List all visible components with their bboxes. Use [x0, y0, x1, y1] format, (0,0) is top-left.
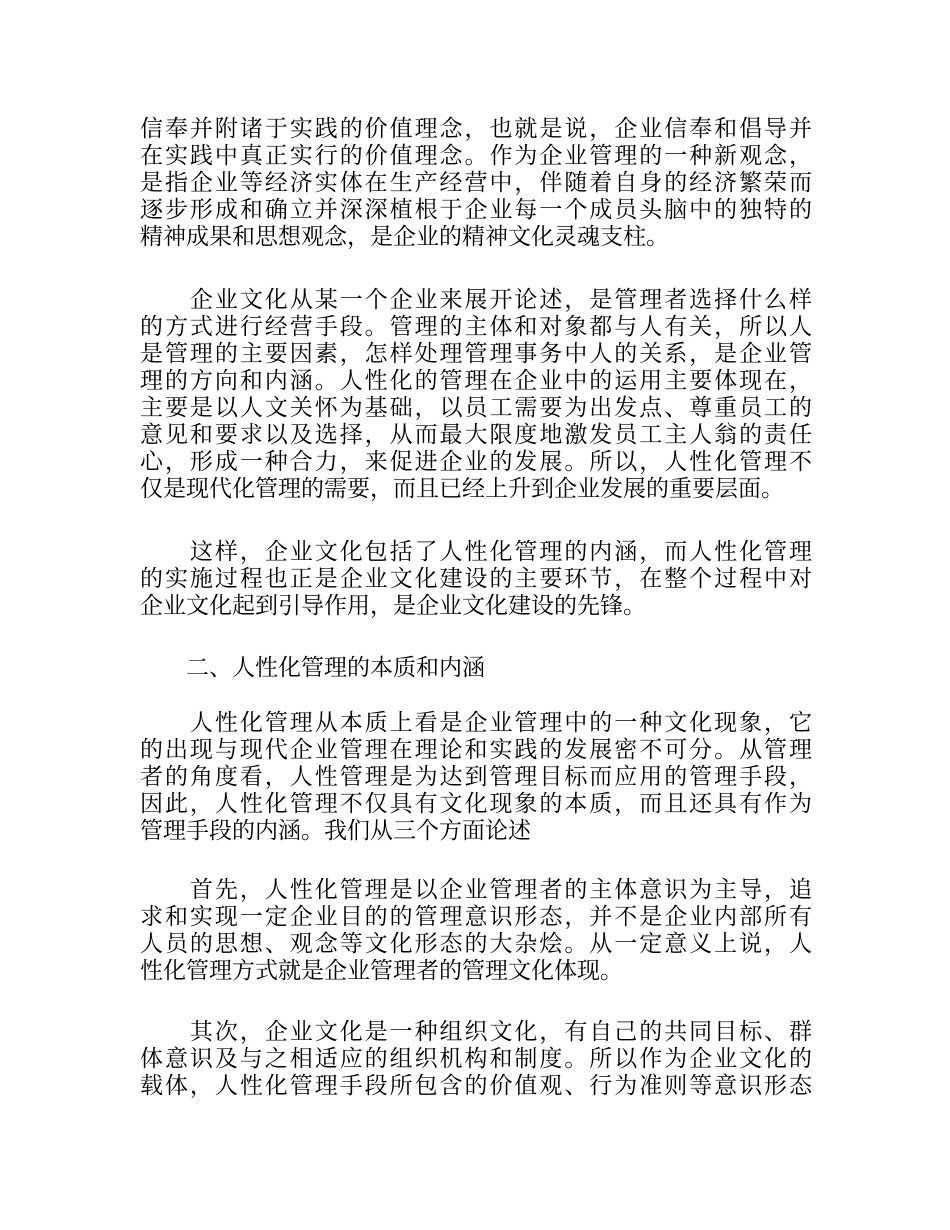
text-line: 求和实现一定企业目的的管理意识形态，并不是企业内部所有 — [140, 904, 812, 930]
text-line: 者的角度看，人性管理是为达到管理目标而应用的管理手段， — [140, 764, 812, 790]
paragraph-6 — [140, 1019, 812, 1100]
text-line: 仅是现代化管理的需要，而且已经上升到企业发展的重要层面。 — [140, 476, 784, 502]
paragraph-4 — [140, 710, 812, 845]
text-line: 管理手段的内涵。我们从三个方面论述 — [140, 818, 531, 844]
text-line: 理的方向和内涵。人性化的管理在企业中的运用主要体现在， — [140, 368, 812, 394]
paragraph-1 — [140, 116, 812, 251]
text-line: 是管理的主要因素，怎样处理管理事务中人的关系，是企业管 — [140, 341, 812, 367]
paragraph-3 — [140, 539, 812, 620]
text-line: 体意识及与之相适应的组织机构和制度。所以作为企业文化的 — [140, 1046, 812, 1072]
text-line: 人性化管理从本质上看是企业管理中的一种文化现象，它 — [140, 710, 812, 736]
text-line: 因此，人性化管理不仅具有文化现象的本质，而且还具有作为 — [140, 791, 812, 817]
text-line: 的方式进行经营手段。管理的主体和对象都与人有关，所以人 — [140, 314, 812, 340]
text-line: 意见和要求以及选择，从而最大限度地激发员工主人翁的责任 — [140, 422, 812, 448]
text-line: 逐步形成和确立并深深植根于企业每一个成员头脑中的独特的 — [140, 197, 812, 223]
text-line: 主要是以人文关怀为基础，以员工需要为出发点、尊重员工的 — [140, 395, 812, 421]
text-line: 信奉并附诸于实践的价值理念，也就是说，企业信奉和倡导并 — [140, 116, 812, 142]
text-line: 载体，人性化管理手段所包含的价值观、行为准则等意识形态 — [140, 1073, 812, 1099]
text-line: 的出现与现代企业管理在理论和实践的发展密不可分。从管理 — [140, 737, 812, 763]
text-line: 的实施过程也正是企业文化建设的主要环节，在整个过程中对 — [140, 566, 812, 592]
text-line: 心，形成一种合力，来促进企业的发展。所以，人性化管理不 — [140, 449, 812, 475]
text-line: 是指企业等经济实体在生产经营中，伴随着自身的经济繁荣而 — [140, 170, 812, 196]
text-line: 这样，企业文化包括了人性化管理的内涵，而人性化管理 — [140, 539, 812, 565]
text-line: 精神成果和思想观念，是企业的精神文化灵魂支柱。 — [140, 224, 669, 250]
text-line: 企业文化从某一个企业来展开论述，是管理者选择什么样 — [140, 287, 812, 313]
paragraph-5 — [140, 877, 812, 985]
text-line: 其次，企业文化是一种组织文化，有自己的共同目标、群 — [140, 1019, 812, 1045]
text-line: 在实践中真正实行的价值理念。作为企业管理的一种新观念， — [140, 143, 812, 169]
heading-line: 二、人性化管理的本质和内涵 — [140, 655, 485, 681]
text-line: 首先，人性化管理是以企业管理者的主体意识为主导，追 — [140, 877, 812, 903]
text-line: 企业文化起到引导作用，是企业文化建设的先锋。 — [140, 593, 646, 619]
paragraph-2 — [140, 287, 812, 503]
text-line: 人员的思想、观念等文化形态的大杂烩。从一定意义上说，人 — [140, 931, 812, 957]
section-heading — [140, 655, 812, 682]
text-line: 性化管理方式就是企业管理者的管理文化体现。 — [140, 958, 623, 984]
